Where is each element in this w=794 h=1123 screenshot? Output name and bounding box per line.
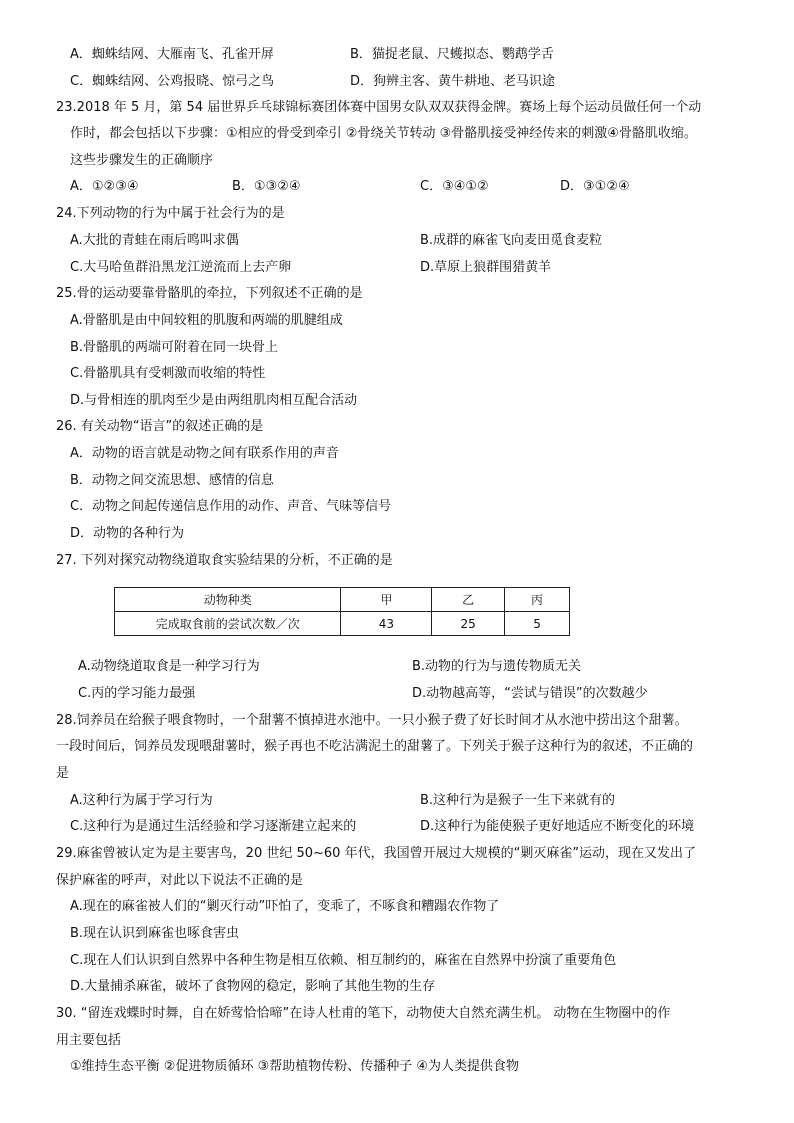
- q22-option-a: A．蜘蛛结网、大雁南飞、孔雀开屏: [70, 47, 274, 62]
- q30-stem-line1: 30. “留连戏蝶时时舞，自在娇莺恰恰啼”在诗人杜甫的笔下，动物使大自然充满生机。 动物在生物圈中的作: [56, 1006, 671, 1021]
- q24-option-b: B.成群的麻雀飞向麦田觅食麦粒: [420, 233, 603, 248]
- q23-stem-line2: 作时，都会包括以下步骤：①相应的骨受到牵引 ②骨绕关节转动 ③骨骼肌接受神经传来的刺激④骨骼肌收缩。: [70, 126, 697, 141]
- q25-option-c: C.骨骼肌具有受刺激而收缩的特性: [70, 366, 266, 381]
- table-header-cell: 乙: [432, 588, 505, 612]
- q23-stem-line1: 23.2018 年 5 月，第 54 届世界乒乓球锦标赛团体赛中国男女队双双获得金牌。赛场上每个运动员做任何一个动: [56, 100, 702, 115]
- q30-choices-line: ①维持生态平衡 ②促进物质循环 ③帮助植物传粉、传播种子 ④为人类提供食物: [70, 1059, 520, 1074]
- q23-option-b: B．①③②④: [232, 179, 301, 194]
- q27-option-d: D.动物越高等，“尝试与错误”的次数越少: [412, 686, 648, 701]
- table-row: [115, 612, 570, 636]
- table-cell: 完成取食前的尝试次数／次: [115, 612, 341, 636]
- q27-stem: 27. 下列对探究动物绕道取食实验结果的分析，不正确的是: [56, 553, 393, 568]
- q22-option-b: B．猫捉老鼠、尺蠖拟态、鹦鹉学舌: [350, 47, 554, 62]
- q28-stem-line2: 一段时间后，饲养员发现喂甜薯时，猴子再也不吃沾满泥土的甜薯了。下列关于猴子这种行为的叙述，不正确的: [56, 739, 694, 754]
- q26-stem: 26. 有关动物“语言”的叙述正确的是: [56, 419, 264, 434]
- q28-stem-line1: 28.饲养员在给猴子喂食物时，一个甜薯不慎掉进水池中。一只小猴子费了好长时间才从水池中捞出这个甜薯。: [56, 713, 688, 728]
- q28-stem-line3: 是: [56, 766, 70, 781]
- q29-stem-line1: 29.麻雀曾被认定为是主要害鸟，20 世纪 50~60 年代，我国曾开展过大规模的“剿灭麻雀”运动，现在又发出了: [56, 846, 697, 861]
- q28-option-b: B.这种行为是猴子一生下来就有的: [420, 793, 616, 808]
- q24-option-d: D.草原上狼群围猎黄羊: [420, 260, 552, 275]
- q23-option-d: D．③①②④: [560, 179, 630, 194]
- q25-option-d: D.与骨相连的肌肉至少是由两组肌肉相互配合活动: [70, 393, 358, 408]
- q23-option-a: A．①②③④: [70, 179, 139, 194]
- table-header-cell: 丙: [505, 588, 570, 612]
- table-header-row: [115, 588, 570, 612]
- q26-option-a: A．动物的语言就是动物之间有联系作用的声音: [70, 446, 339, 461]
- q24-option-a: A.大批的青蛙在雨后鸣叫求偶: [70, 233, 239, 248]
- q25-option-a: A.骨骼肌是由中间较粗的肌腹和两端的肌腱组成: [70, 313, 343, 328]
- table-cell: 5: [505, 612, 570, 636]
- q25-option-b: B.骨骼肌的两端可附着在同一块骨上: [70, 340, 279, 355]
- q23-option-c: C．③④①②: [420, 179, 489, 194]
- q29-stem-line2: 保护麻雀的呼声，对此以下说法不正确的是: [56, 873, 304, 888]
- q28-option-c: C.这种行为是通过生活经验和学习逐渐建立起来的: [70, 819, 357, 834]
- q28-option-d: D.这种行为能使猴子更好地适应不断变化的环境: [420, 819, 695, 834]
- table-header-cell: 甲: [341, 588, 432, 612]
- q29-option-c: C.现在人们认识到自然界中各种生物是相互依赖、相互制约的，麻雀在自然界中扮演了重要角色: [70, 953, 617, 968]
- q25-stem: 25.骨的运动要靠骨骼肌的牵拉，下列叙述不正确的是: [56, 286, 363, 301]
- q26-option-d: D．动物的各种行为: [70, 526, 185, 541]
- q29-option-d: D.大量捕杀麻雀，破坏了食物网的稳定，影响了其他生物的生存: [70, 979, 436, 994]
- table-cell: 25: [432, 612, 505, 636]
- q23-stem-line3: 这些步骤发生的正确顺序: [70, 153, 214, 168]
- q24-option-c: C.大马哈鱼群沿黑龙江逆流而上去产卵: [70, 260, 292, 275]
- q27-option-b: B.动物的行为与遗传物质无关: [412, 659, 582, 674]
- q29-option-b: B.现在认识到麻雀也啄食害虫: [70, 926, 240, 941]
- q27-option-c: C.丙的学习能力最强: [78, 686, 196, 701]
- q28-option-a: A.这种行为属于学习行为: [70, 793, 213, 808]
- q22-option-d: D．狗辨主客、黄牛耕地、老马识途: [350, 74, 556, 89]
- q22-option-c: C．蜘蛛结网、公鸡报晓、惊弓之鸟: [70, 74, 275, 89]
- q26-option-b: B．动物之间交流思想、感情的信息: [70, 473, 274, 488]
- q26-option-c: C．动物之间起传递信息作用的动作、声音、气味等信号: [70, 499, 392, 514]
- table-cell: 43: [341, 612, 432, 636]
- table-header-cell: 动物种类: [115, 588, 341, 612]
- q27-experiment-table: [114, 587, 570, 636]
- q30-stem-line2: 用主要包括: [56, 1033, 122, 1048]
- q24-stem: 24.下列动物的行为中属于社会行为的是: [56, 206, 285, 221]
- q27-option-a: A.动物绕道取食是一种学习行为: [78, 659, 260, 674]
- q29-option-a: A.现在的麻雀被人们的“剿灭行动”吓怕了，变乖了，不啄食和糟蹋农作物了: [70, 899, 500, 914]
